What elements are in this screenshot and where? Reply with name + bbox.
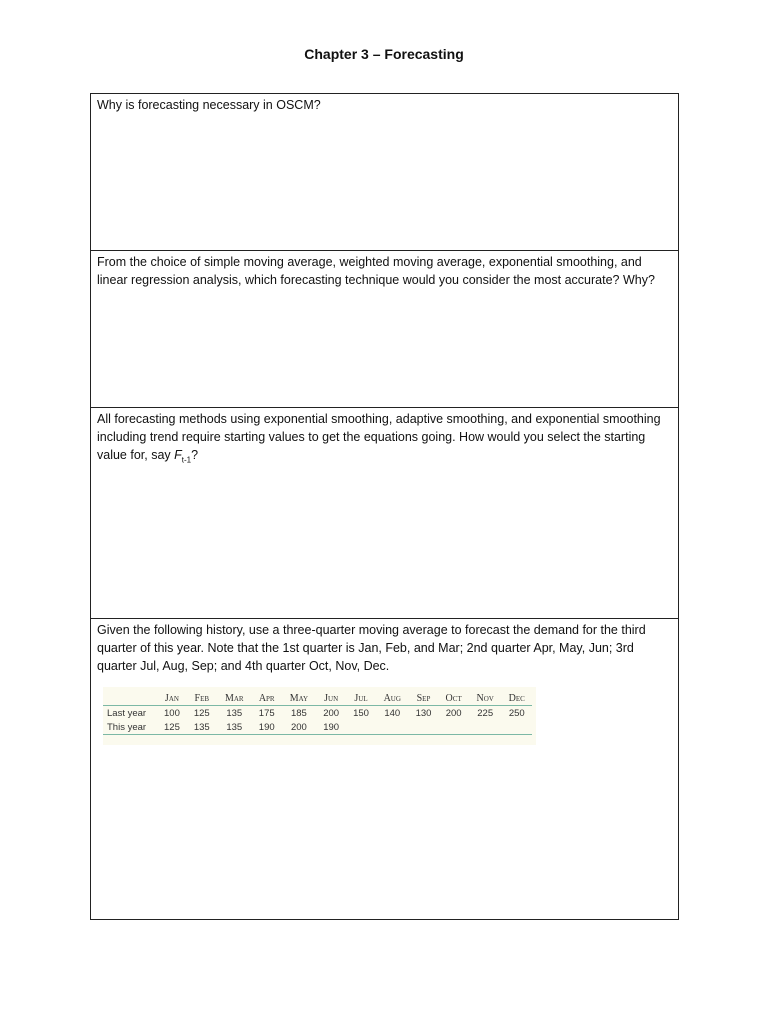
- demand-cell: [438, 720, 468, 735]
- demand-cell: 185: [290, 707, 307, 719]
- demand-history-table: [103, 687, 536, 745]
- page-title: Chapter 3 – Forecasting: [304, 46, 464, 62]
- row-label: This year: [103, 720, 157, 735]
- demand-cell: 150: [353, 707, 369, 719]
- demand-cell: 200: [323, 707, 340, 719]
- forecast-variable-subscript: t-1: [181, 455, 192, 465]
- month-header-row: [103, 691, 532, 706]
- month-header: Jul: [346, 691, 376, 706]
- demand-cell: 135: [217, 720, 252, 735]
- demand-cell: [346, 720, 376, 735]
- month-header: Nov: [469, 691, 502, 706]
- demand-cell: 200: [445, 707, 462, 719]
- demand-cell: [469, 720, 502, 735]
- demand-cell: 125: [193, 707, 210, 719]
- table-row: [103, 706, 532, 721]
- demand-cell: 100: [164, 707, 180, 719]
- demand-cell: 190: [316, 720, 346, 735]
- demand-cell: 225: [477, 707, 494, 719]
- demand-cell: 200: [282, 720, 317, 735]
- demand-cell: [409, 720, 439, 735]
- demand-cell: 135: [226, 707, 243, 719]
- question-3-text: All forecasting methods using exponential smoothing, adaptive smoothing, and exponential smoothing including trend require starting values to get the equations going. How would you select the starting value for, say $F_{t-1}$?: [97, 412, 661, 465]
- demand-cell: 190: [252, 720, 282, 735]
- month-header: Sep: [409, 691, 439, 706]
- month-header: Oct: [438, 691, 468, 706]
- forecast-variable: F: [174, 448, 182, 462]
- month-header: Dec: [502, 691, 533, 706]
- question-4-text: Given the following history, use a three-quarter moving average to forecast the demand for the third quarter of this year. Note that the 1st quarter is Jan, Feb, and Mar; 2nd quarter Apr, May, Jun; 3rd quarter Jul, Aug, Sep; and 4th quarter Oct, Nov, Dec.: [97, 623, 646, 673]
- question-box-4: [91, 619, 678, 919]
- question-1-text: Why is forecasting necessary in OSCM?: [97, 98, 321, 112]
- demand-cell: 130: [415, 707, 432, 719]
- row-label-header: [103, 691, 157, 706]
- demand-cell: 175: [258, 707, 275, 719]
- month-header: Mar: [217, 691, 252, 706]
- month-header: Jan: [157, 691, 187, 706]
- demand-cell: 140: [384, 707, 401, 719]
- question-sheet: [90, 93, 679, 920]
- table-row: [103, 720, 532, 735]
- question-box-3: [91, 408, 678, 619]
- row-label: Last year: [107, 707, 147, 719]
- month-header: Apr: [252, 691, 282, 706]
- month-header: Aug: [376, 691, 409, 706]
- month-header: May: [282, 691, 317, 706]
- question-2-text: From the choice of simple moving average, weighted moving average, exponential smoothing, and linear regression analysis, which forecasting technique would you consider the most accurate? Why?: [97, 255, 655, 287]
- question-box-2: [91, 251, 678, 408]
- demand-cell: 125: [157, 720, 187, 735]
- demand-cell: [502, 720, 533, 735]
- demand-cell: 250: [508, 707, 525, 719]
- demand-cell: [376, 720, 409, 735]
- month-header: Feb: [187, 691, 217, 706]
- question-box-1: [91, 94, 678, 251]
- month-header: Jun: [316, 691, 346, 706]
- demand-cell: 135: [187, 720, 217, 735]
